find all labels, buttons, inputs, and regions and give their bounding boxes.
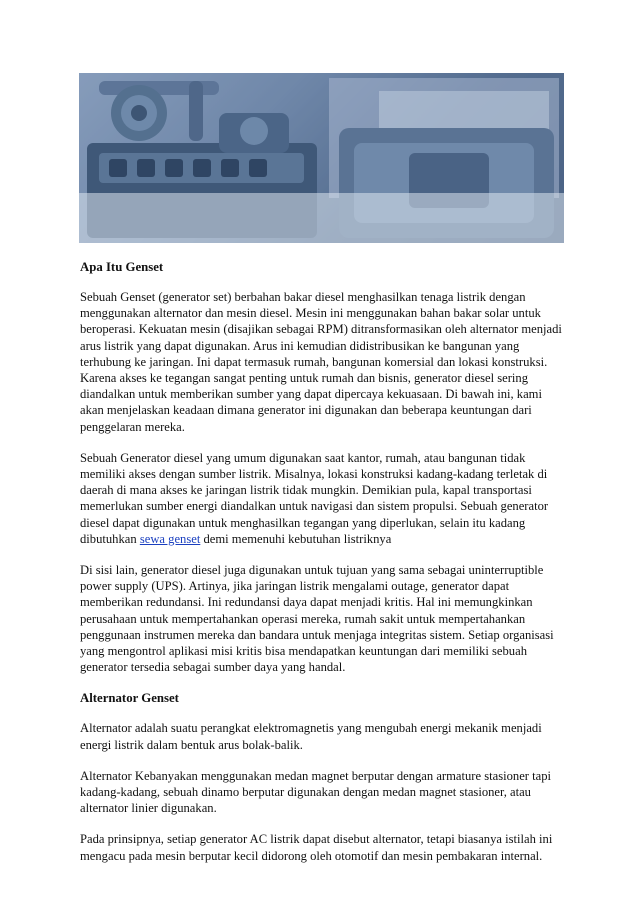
header-banner-image xyxy=(79,73,564,243)
paragraph-text: Sebuah Generator diesel yang umum digunakan saat kantor, rumah, atau bangunan tidak memiliki akses dengan sumber listrik. Misalnya, lokasi konstruksi kadang-kadang terletak di daerah di mana akses ke jaringan listrik tidak mungkin. Demikian pula, kapal transportasi memerlukan sumber energi diandalkan untuk navigasi dan sistem propulsi. Sebuah generator diesel dapat digunakan untuk menghasilkan tegangan yang diperlukan, selain itu kadang dibutuhkan xyxy=(80,450,549,546)
paragraph: Sebuah Genset (generator set) berbahan bakar diesel menghasilkan tenaga listrik dengan menggunakan alternator dan mesin diesel. Mesin ini menggunakan bahan bakar solar untuk beroperasi. Kekuatan mesin (disajikan sebagai RPM) ditransformasikan oleh alternator menjadi arus listrik yang dapat digunakan. Arus ini kemudian didistribusikan ke bangunan yang terhubung ke jaringan. Ini dapat termasuk rumah, bangunan komersial dan lokasi konstruksi. Karena akses ke tegangan sangat penting untuk rumah dan bisnis, generator diesel sering diandalkan untuk memberikan sumber yang dapat dipercaya kekuasaan. Di bawah ini, kami akan menjelaskan keadaan dimana generator ini digunakan dan beberapa keuntungan dari penggelaran mereka. xyxy=(80,290,562,434)
article-body xyxy=(80,259,564,879)
section-heading-apa-itu-genset: Apa Itu Genset xyxy=(80,260,164,274)
generator-illustration xyxy=(79,73,564,243)
paragraph-text: demi memenuhi kebutuhan listriknya xyxy=(200,531,392,546)
paragraph: Pada prinsipnya, setiap generator AC listrik dapat disebut alternator, tetapi biasanya istilah ini mengacu pada mesin berputar kecil didorong oleh otomotif dan mesin pembakaran internal. xyxy=(80,832,553,863)
section-heading-alternator-genset: Alternator Genset xyxy=(80,691,179,706)
sewa-genset-link[interactable]: sewa genset xyxy=(139,531,201,546)
paragraph: Di sisi lain, generator diesel juga digunakan untuk tujuan yang sama sebagai uninterruptible power supply (UPS). Artinya, jika jaringan listrik mengalami outage, generator dapat memberikan redundansi. Ini redundansi daya dapat menjadi kritis. Hal ini memungkinkan perusahaan untuk mempertahankan operasi mereka, rumah sakit untuk mempertahankan penggunaan instrumen mereka dan bandara untuk menjaga integritas sistem. Setiap organisasi yang mengontrol aplikasi misi kritis bisa mendapatkan keuntungan dari memiliki sebuah generator tersedia sebagai sumber daya yang handal. xyxy=(80,563,554,675)
paragraph-with-link xyxy=(80,450,564,547)
paragraph: Alternator adalah suatu perangkat elektromagnetis yang mengubah energi mekanik menjadi energi listrik dalam bentuk arus bolak-balik. xyxy=(80,721,542,752)
paragraph: Alternator Kebanyakan menggunakan medan magnet berputar dengan armature stasioner tapi kadang-kadang, sebuah dinamo berputar digunakan dengan medan magnet stasioner, atau alternator linier digunakan. xyxy=(80,768,552,816)
